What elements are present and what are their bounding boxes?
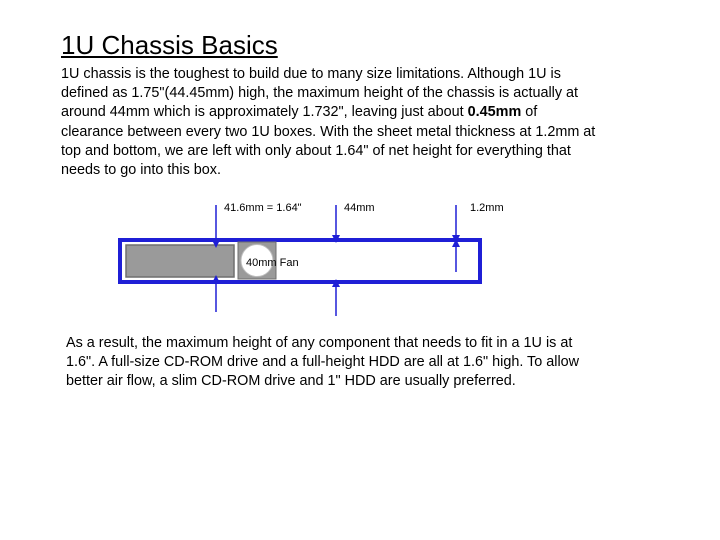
intro-text-before: 1U chassis is the toughest to build due to many size limitations. Although 1U is defined as 1.75"(44.45mm) high, the maximum height of the chassis is actually at around 44mm which is approximately 1.732", leaving just about	[61, 66, 579, 121]
label-fan: 40mm Fan	[246, 257, 299, 269]
label-sheet-thickness: 1.2mm	[470, 202, 504, 214]
label-chassis-height: 44mm	[344, 202, 375, 214]
label-net-height: 41.6mm = 1.64"	[224, 202, 302, 214]
clearance-value: 0.45mm	[467, 104, 522, 121]
conclusion-paragraph: As a result, the maximum height of any component that needs to fit in a 1U is at 1.6". A full-size CD-ROM drive and a full-height HDD are all at 1.6" high. To allow better air flow, a slim CD-ROM drive and 1" HDD are usually preferred.	[66, 335, 580, 390]
page-title: 1U Chassis Basics	[61, 30, 278, 60]
intro-text-after: of clearance between every two 1U boxes. With the sheet metal thickness at 1.2mm at top and bottom, we are left with only about 1.64" of net height for everything that needs to go into this box.	[61, 104, 596, 179]
component-block	[126, 245, 234, 277]
